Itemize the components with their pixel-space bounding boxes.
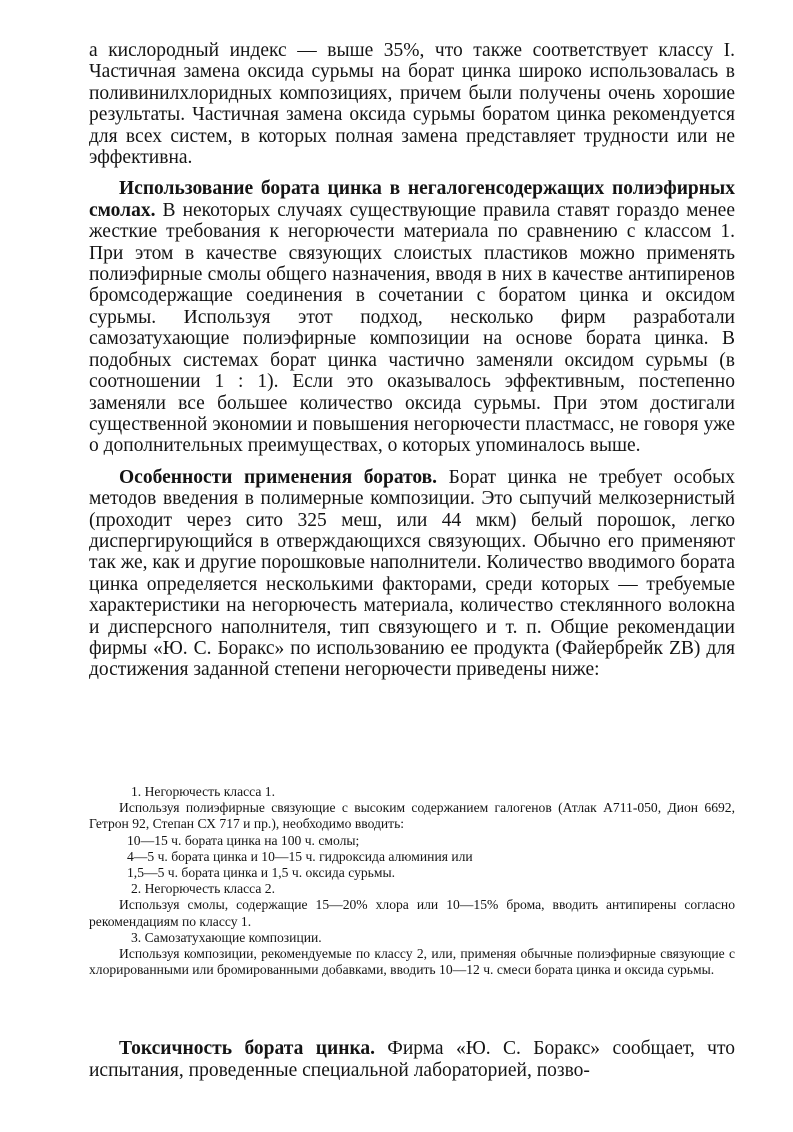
rec-item-3-text: Используя композиции, рекомендуемые по классу 2, или, применяя обычные полиэфирные связующие с хлорированными или бромированными добавками, вводить 10—12 ч. смеси бората цинка и оксида сурьмы.	[89, 946, 735, 978]
recommendations-list	[89, 784, 735, 978]
rec-item-3-title: 3. Самозатухающие композиции.	[131, 929, 322, 945]
section-body-polyester: В некоторых случаях существующие правила ставят гораздо менее жесткие требования к негорючести материала по сравнению с классом 1. При этом в качестве связующих слоистых пластиков можно применять полиэфирные смолы общего назначения, вводя в них в качестве антипиренов бромсодержащие соединения в сочетании с боратом цинка и оксидом сурьмы. Используя этот подход, несколько фирм разработали самозатухающие полиэфирные композиции на основе бората цинка. В подобных системах борат цинка частично заменяли оксидом сурьмы (в соотношении 1 : 1). Если это оказывалось эффективным, постепенно заменяли все большее количество оксида сурьмы. При этом достигали существенной экономии и повышения негорючести пластмасс, не говоря уже о дополнительных преимуществах, о которых упоминалось выше.	[89, 199, 735, 457]
rec-item-1-title: 1. Негорючесть класса 1.	[131, 784, 275, 799]
section-body-toxicity: Фирма «Ю. С. Боракс» сообщает, что испытания, проведенные специальной лабораторией, позво-	[89, 1038, 735, 1081]
toxicity-section	[89, 1038, 735, 1082]
main-text	[89, 40, 735, 681]
rec-option-2: 4—5 ч. бората цинка и 10—15 ч. гидроксида алюминия или	[127, 848, 473, 864]
rec-item-1-text: Используя полиэфирные связующие с высоким содержанием галогенов (Атлак А711-050, Дион 6692, Гетрон 92, Степан СХ 717 и пр.), необходимо вводить:	[89, 800, 735, 832]
paragraph-polyester-resins	[89, 178, 735, 456]
paragraph-application	[89, 467, 735, 681]
rec-item-2-text: Используя смолы, содержащие 15—20% хлора или 10—15% брома, вводить антипирены согласно рекомендациям по классу 1.	[89, 897, 735, 929]
rec-option-3: 1,5—5 ч. бората цинка и 1,5 ч. оксида сурьмы.	[127, 865, 395, 881]
rec-option-1: 10—15 ч. бората цинка на 100 ч. смолы;	[127, 832, 360, 848]
section-body-application: Борат цинка не требует особых методов введения в полимерные композиции. Это сыпучий мелкозернистый (проходит через сито 325 меш, или 44 мкм) белый порошок, легко диспергирующийся в отверждающихся связующих. Обычно его применяют так же, как и другие порошковые наполнители. Количество вводимого бората цинка определяется несколькими факторами, среди которых — требуемые характеристики на негорючесть материала, количество стеклянного волокна и дисперсного наполнителя, тип связующего и т. п. Общие рекомендации фирмы «Ю. С. Боракс» по использованию ее продукта (Файербрейк ZB) для достижения заданной степени негорючести приведены ниже:	[89, 466, 735, 681]
rec-item-2-title: 2. Негорючесть класса 2.	[131, 881, 275, 897]
section-heading-polyester: Использование бората цинка в негалогенсодержащих полиэфирных смолах.	[89, 178, 735, 221]
paragraph-continuation: а кислородный индекс — выше 35%, что также соответствует классу I. Частичная замена оксида сурьмы на борат цинка широко использовалась в поливинилхлоридных композициях, причем были получены очень хорошие результаты. Частичная замена оксида сурьмы боратом цинка рекомендуется для всех систем, в которых полная замена представляет трудности или не эффективна.	[89, 40, 735, 169]
section-heading-application: Особенности применения боратов.	[119, 466, 438, 488]
paragraph-toxicity	[89, 1038, 735, 1082]
section-heading-toxicity: Токсичность бората цинка.	[119, 1038, 376, 1059]
